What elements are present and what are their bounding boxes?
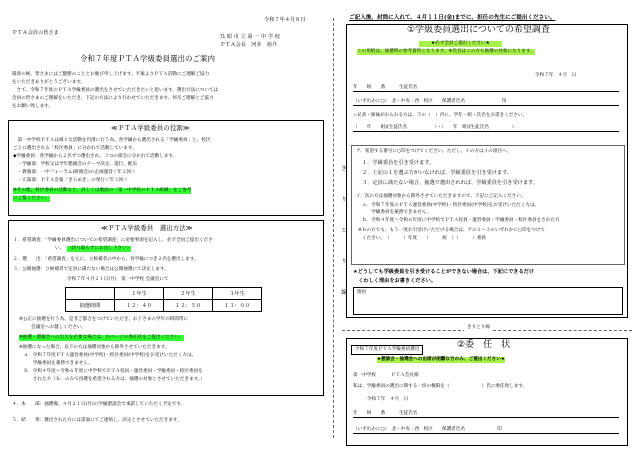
exclude-year-row[interactable]: ください。 （ ）年度 （ 組 ）（ ）委員 (362, 236, 487, 241)
exclude-note: イ．次の方は抽選対象から除外させていただきますので、下記にご記入ください。 (356, 194, 526, 199)
proxy-school: 第一中学校 (353, 373, 376, 378)
proxy-banner: ★懇談会・抽選会への出席が困難な方のみ、ご提出ください★ (377, 357, 505, 362)
table-header-cell: ２年生 (164, 288, 213, 300)
note-1: ※公正に抽選を行う為、是非ご都合をつけていただき、お子さまの学年の時間帯に (19, 317, 189, 322)
must-submit-sub: この用紙は、抽選時の参考資料となります。※氏名はこの方も抽選の対象になります。 (357, 49, 535, 54)
lottery-schedule-table (65, 287, 262, 312)
exclude-reentry-note: ※ｂの方でも、もう一度お引受けいただける場合は、アの１～３のいずれかに○印をつけて (358, 228, 546, 233)
method-item-2: ２．選 出：「希望調査」を元に、立候補者の中から、各学級につき２名を選出します。 (13, 257, 199, 262)
survey-form (346, 24, 628, 318)
cut-line-label-vertical: き り と り 線 (340, 165, 346, 305)
must-submit-banner: ★必ず全員ご提出ください★ (419, 41, 502, 47)
lottery-date: 令和７年４月２１日(月) 第一中学校 会議室にて (67, 277, 169, 282)
choice-section (351, 145, 625, 265)
role-line: ・学級部：学校又は学年懇親会のテーマ決定、進行、配布 (13, 162, 138, 167)
table-header-row (66, 288, 262, 300)
note-3a: ａ．令和７年度ＰＴＡ運営委員(中学校)・校区委員(中学校)をお受けいただく方は、 (19, 353, 197, 358)
choose-instruction: ア．希望する番号に○印をつけてください。ただし、イの方はイの項目へ。 (356, 149, 512, 154)
note-3b: ｂ．令和４年度～令和６年度に中学校でＰＴＡ役員・運営委員・学級委員・校区委員を (19, 369, 203, 374)
exclude-a2: 学級委員を兼務できません。 (362, 210, 432, 215)
reason-field[interactable] (353, 287, 623, 315)
intro-line: 陽春の候、皆さまにはご健勝のこととお慶び申し上げます。平素よりＰＴＡ活動にご理解ご協力 (12, 72, 210, 77)
table-cell: １３：００ (213, 300, 262, 312)
table-header-cell: ３年生 (213, 288, 262, 300)
reason-title-2: くわしく理由をお書きください。 (353, 278, 437, 284)
table-cell: １２：５０ (164, 300, 213, 312)
proxy-body[interactable]: 私は、学級委員の選出に関する一切の権限を（ ）氏に委任致します。 (353, 384, 528, 389)
exclude-b: ｂ．令和４年度～令和６年度に中学校でＰＴＡ役員・運営委員・学級委員・校区委員をされた方 (362, 218, 560, 223)
method-item-1: １．希望調査：「学級委員選出についての希望調査」に必要事項を記入し、必ず全員ご提出くださ (13, 238, 213, 243)
left-date: 令和７年４月８日 (264, 17, 306, 23)
role-line: ・教養部：一中フォーラム(研修会)の企画運営＜年２回＞ (13, 170, 136, 175)
table-cell: １２：４０ (115, 300, 164, 312)
cut-line-vertical (333, 18, 334, 438)
sibling-row[interactable]: （ 年 組)(生徒氏名 ）・（ 年 組)(生徒氏名 ） (353, 125, 619, 132)
proxy-guardian-row[interactable]: （いずれかに○） 北・中央・西 校区 保護者氏名 印 (353, 427, 619, 434)
student-row[interactable]: 年 組 番 生徒氏名 (353, 85, 619, 92)
sibling-note: ☆兄弟・姉妹がおられる方は、下の（ ）内に、学年・組・氏名をお書きください。 (353, 113, 528, 118)
role-title: ≪ＰＴＡ学級委員の役割≫ (111, 124, 190, 132)
proxy-form (346, 338, 628, 446)
note-2-highlight: ※抽選・懇親会への出欠を必要な場合は、右ページの委任状をご提出ください。 (19, 335, 184, 340)
role-line: ・広報部：ＰＴＡ会報「きらめき」の発行＜年３回＞ (13, 178, 128, 183)
role-note-highlight: にご覧ください。 (13, 196, 50, 201)
note-1b: 会議室へお越しください。 (31, 325, 87, 330)
method-title: ≪ＰＴＡ学級委員 選出方法≫ (101, 224, 193, 232)
proxy-student-row[interactable]: 年 組 番 生徒氏名 (353, 411, 619, 418)
exclude-a: ａ．令和７年度のＰＴＡ運営委員(中学校)・校区委員(中学校)をお受けいただく方は、 (362, 203, 540, 208)
role-note-highlight: ※その他、校区委員の活動など、詳しくは裏面の「第一中学校のＰＴＡ組織」をご参考 (13, 188, 192, 193)
role-box (8, 120, 324, 216)
left-addressee: ＰＴＡ会員の皆さま (12, 30, 59, 36)
left-from-school: 呉 昭 市 立 第 一 中 学 校 (220, 34, 280, 40)
proxy-title: ②委 任 状 (457, 340, 511, 350)
left-title: 令和７年度ＰＴＡ学級委員選出のご案内 (80, 54, 215, 63)
table-header-cell (66, 288, 115, 300)
proxy-date: 令和７年 ４月 日 (367, 397, 409, 402)
table-header-cell: １年生 (115, 288, 164, 300)
survey-title: ①学級委員選出についての希望調査 (407, 25, 550, 35)
note-3: ※抽選になった場合、以下の方は抽選対象から除外させていただきます。 (19, 345, 170, 350)
cut-line-label-horizontal: きりとり線 (464, 325, 493, 331)
note-3b2: された方（ｂ．のみで再選を希望される方は、抽選の対象とさせていただきます。） (19, 377, 205, 382)
table-row (66, 300, 262, 312)
intro-line: をいただきありがとうございます。 (12, 80, 86, 85)
intro-line: 会員の皆さまのご理解をいただき、下記の方法により行わせていただきます。何卒ご理解とご協力 (12, 96, 214, 101)
method-item-4: ４．本 部：抽選後、４月２１日(月)の学級懇談会で承諾していただく予定です。 (12, 402, 186, 407)
proxy-addressee: ＰＴＡ会長様 (391, 373, 419, 378)
method-box (8, 220, 324, 396)
method-item-5: ５．結 果：選出された方には書面にてご連絡し、決定とさせていただきます。 (12, 418, 182, 423)
proxy-heading-left: 令和７年度ＰＴＡ学級委員選出 (351, 345, 423, 355)
choice-1[interactable]: １．学級委員を引き受けます。 (362, 160, 435, 166)
reason-label: 理由 (357, 290, 367, 295)
survey-date: 令和７年 ４月 日 (535, 73, 577, 78)
submission-notice: ご記入後、封筒に入れて、４月１１日(金)までに、担任の先生にご提出ください。 (349, 15, 556, 21)
guardian-row[interactable]: （いずれかに○） 北・中央・西 校区 保護者氏名 印 (353, 99, 619, 106)
role-line: ◆学級委員：各学級から２名ずつ選出され、３つの部会に分かれて活動します。 (13, 154, 178, 159)
note-3a2: 学級委員を兼務できません。 (19, 361, 93, 366)
method-item-3: ３．公開抽選：立候補者で定員に満たない場合は公開抽選にて決定します。 (13, 267, 169, 272)
choice-2[interactable]: ２．上記の１を選ぶ方がいなければ、学級委員を引き受けます。 (362, 170, 513, 176)
intro-line: さて、令和７年度のＰＴＡ学級委員の選出をさせていただきたいと思います。選出方法については (12, 88, 219, 93)
reason-title: ★どうしても学級委員を引き受けることができない場合は、下記にできるだけ (353, 269, 535, 275)
method-item-1-highlight: （切り取らずにお出し下さい） (67, 246, 132, 251)
left-from-person: ＰＴＡ会長 河本 裕介 (220, 42, 278, 48)
method-item-1-cont: い。 (55, 246, 65, 251)
intro-line: をお願い致します。 (12, 104, 53, 109)
role-line: 第一中学校ＰＴＡは様々な活動を円滑に行う為、各学級から選出される「学級委員」と、校区 (13, 138, 211, 143)
choice-3[interactable]: ３．定員に満たない場合、抽選で選出されれば、学級委員を引き受けます。 (362, 180, 538, 186)
table-row-label: 抽選時間 (66, 300, 115, 312)
role-line: ごとに選出される「校区委員」に分かれて活動しています。 (13, 146, 137, 151)
